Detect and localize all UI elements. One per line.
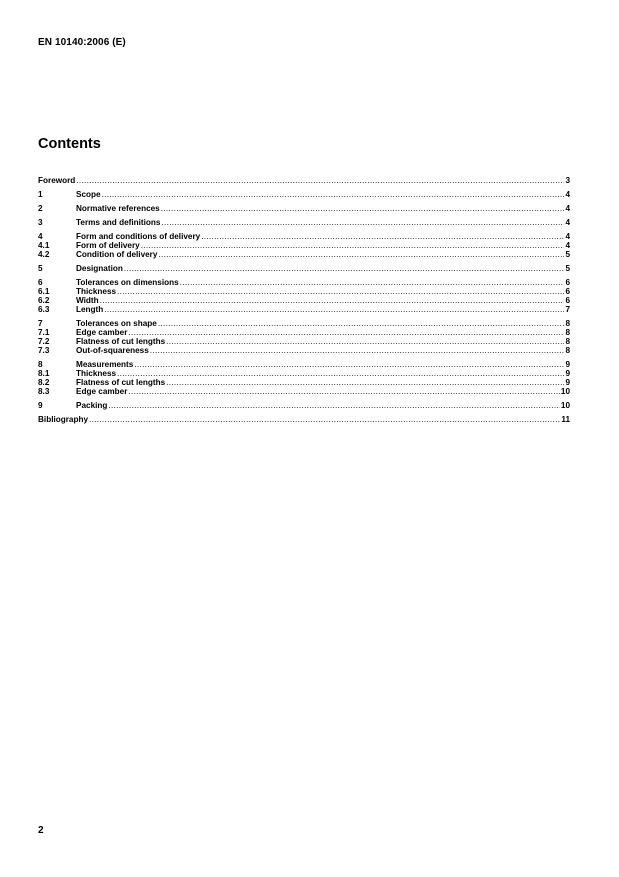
toc-dot-leader bbox=[161, 218, 564, 227]
toc-entry[interactable] bbox=[38, 305, 570, 314]
toc-entry-title: Out-of-squareness bbox=[76, 346, 149, 355]
toc-dot-leader bbox=[100, 296, 565, 305]
toc-entry-title: Flatness of cut lengths bbox=[76, 337, 166, 346]
toc-entry[interactable] bbox=[38, 232, 570, 241]
toc-entry[interactable] bbox=[38, 204, 570, 213]
toc-entry[interactable] bbox=[38, 278, 570, 287]
toc-entry-page: 3 bbox=[565, 176, 570, 185]
toc-entry[interactable] bbox=[38, 346, 570, 355]
toc-dot-leader bbox=[166, 337, 564, 346]
toc-entry[interactable] bbox=[38, 296, 570, 305]
toc-entry-number: 8.1 bbox=[38, 369, 50, 378]
toc-entry[interactable] bbox=[38, 241, 570, 250]
toc-entry-page: 6 bbox=[565, 287, 570, 296]
toc-entry-number: 7.2 bbox=[38, 337, 50, 346]
toc-entry[interactable] bbox=[38, 264, 570, 273]
toc-entry[interactable] bbox=[38, 287, 570, 296]
toc-entry-page: 8 bbox=[565, 337, 570, 346]
toc-entry-title: Flatness of cut lengths bbox=[76, 378, 166, 387]
toc-entry-title: Condition of delivery bbox=[76, 250, 158, 259]
toc-entry-title: Packing bbox=[76, 401, 108, 410]
toc-entry-number: 4.1 bbox=[38, 241, 50, 250]
contents-title: Contents bbox=[38, 136, 101, 152]
toc-entry-title: Form of delivery bbox=[76, 241, 140, 250]
toc-entry-title: Form and conditions of delivery bbox=[76, 232, 201, 241]
toc-dot-leader bbox=[158, 319, 565, 328]
toc-entry-title: Scope bbox=[76, 190, 101, 199]
toc-group bbox=[38, 264, 570, 273]
toc-entry-page: 9 bbox=[565, 360, 570, 369]
toc-group bbox=[38, 204, 570, 213]
toc-entry[interactable] bbox=[38, 218, 570, 227]
toc-entry-title: Tolerances on shape bbox=[76, 319, 157, 328]
toc-dot-leader bbox=[108, 401, 559, 410]
toc-entry-page: 8 bbox=[565, 319, 570, 328]
toc-dot-leader bbox=[180, 278, 565, 287]
toc-entry-title: Bibliography bbox=[38, 415, 89, 424]
toc-dot-leader bbox=[124, 264, 565, 273]
toc-dot-leader bbox=[102, 190, 565, 199]
toc-entry-page: 6 bbox=[565, 278, 570, 287]
toc-group bbox=[38, 232, 570, 259]
toc-group bbox=[38, 360, 570, 396]
toc-entry-title: Measurements bbox=[76, 360, 134, 369]
toc-group bbox=[38, 190, 570, 199]
toc-dot-leader bbox=[166, 378, 564, 387]
toc-entry-title: Terms and definitions bbox=[76, 218, 161, 227]
toc-entry-title: Normative references bbox=[76, 204, 160, 213]
toc-entry-title: Designation bbox=[76, 264, 123, 273]
toc-entry-page: 9 bbox=[565, 369, 570, 378]
toc-entry-number: 8 bbox=[38, 360, 43, 369]
toc-group bbox=[38, 415, 570, 424]
toc-group bbox=[38, 319, 570, 355]
toc-entry[interactable] bbox=[38, 387, 570, 396]
toc-entry-number: 7 bbox=[38, 319, 43, 328]
toc-entry-number: 8.3 bbox=[38, 387, 50, 396]
toc-dot-leader bbox=[76, 176, 564, 185]
toc-entry-number: 4.2 bbox=[38, 250, 50, 259]
toc-dot-leader bbox=[201, 232, 564, 241]
toc-group bbox=[38, 218, 570, 227]
toc-entry[interactable] bbox=[38, 176, 570, 185]
toc-dot-leader bbox=[128, 328, 564, 337]
toc-entry-page: 6 bbox=[565, 296, 570, 305]
toc-entry[interactable] bbox=[38, 190, 570, 199]
toc-entry-number: 6.3 bbox=[38, 305, 50, 314]
toc-dot-leader bbox=[158, 250, 564, 259]
toc-entry-number: 7.1 bbox=[38, 328, 50, 337]
toc-entry-page: 5 bbox=[565, 264, 570, 273]
toc-entry-number: 2 bbox=[38, 204, 43, 213]
toc-entry-title: Length bbox=[76, 305, 104, 314]
toc-dot-leader bbox=[141, 241, 565, 250]
toc-dot-leader bbox=[89, 415, 560, 424]
toc-entry-page: 7 bbox=[565, 305, 570, 314]
toc-entry[interactable] bbox=[38, 337, 570, 346]
toc-entry-number: 4 bbox=[38, 232, 43, 241]
toc-entry-number: 6 bbox=[38, 278, 43, 287]
toc-dot-leader bbox=[150, 346, 565, 355]
toc-entry-page: 5 bbox=[565, 250, 570, 259]
table-of-contents bbox=[38, 176, 570, 429]
toc-entry-title: Tolerances on dimensions bbox=[76, 278, 179, 287]
toc-entry-number: 8.2 bbox=[38, 378, 50, 387]
toc-entry-page: 8 bbox=[565, 346, 570, 355]
toc-entry-title: Edge camber bbox=[76, 328, 128, 337]
toc-entry[interactable] bbox=[38, 378, 570, 387]
toc-entry-page: 4 bbox=[565, 218, 570, 227]
toc-entry-title: Edge camber bbox=[76, 387, 128, 396]
toc-entry-page: 11 bbox=[561, 415, 570, 424]
toc-entry-page: 4 bbox=[565, 190, 570, 199]
toc-entry-page: 10 bbox=[560, 387, 570, 396]
toc-entry-number: 3 bbox=[38, 218, 43, 227]
toc-entry[interactable] bbox=[38, 250, 570, 259]
toc-entry-page: 9 bbox=[565, 378, 570, 387]
document-id-header: EN 10140:2006 (E) bbox=[38, 37, 126, 48]
toc-entry-number: 6.1 bbox=[38, 287, 50, 296]
toc-entry-page: 10 bbox=[560, 401, 570, 410]
toc-group bbox=[38, 176, 570, 185]
toc-entry[interactable] bbox=[38, 328, 570, 337]
page-number: 2 bbox=[38, 825, 44, 836]
toc-dot-leader bbox=[117, 369, 564, 378]
toc-entry-title: Thickness bbox=[76, 369, 117, 378]
toc-entry[interactable] bbox=[38, 369, 570, 378]
toc-entry-number: 5 bbox=[38, 264, 43, 273]
toc-entry-page: 8 bbox=[565, 328, 570, 337]
toc-entry-number: 7.3 bbox=[38, 346, 50, 355]
toc-entry-page: 4 bbox=[565, 204, 570, 213]
toc-entry[interactable] bbox=[38, 415, 570, 424]
toc-group bbox=[38, 401, 570, 410]
toc-entry-title: Foreword bbox=[38, 176, 76, 185]
toc-entry-page: 4 bbox=[565, 232, 570, 241]
toc-entry-page: 4 bbox=[565, 241, 570, 250]
toc-entry-number: 9 bbox=[38, 401, 43, 410]
toc-entry-number: 6.2 bbox=[38, 296, 50, 305]
toc-entry-title: Width bbox=[76, 296, 99, 305]
toc-entry[interactable] bbox=[38, 401, 570, 410]
toc-group bbox=[38, 278, 570, 314]
toc-dot-leader bbox=[161, 204, 565, 213]
toc-entry-number: 1 bbox=[38, 190, 43, 199]
toc-dot-leader bbox=[117, 287, 564, 296]
toc-dot-leader bbox=[104, 305, 564, 314]
toc-entry[interactable] bbox=[38, 360, 570, 369]
toc-dot-leader bbox=[128, 387, 559, 396]
toc-entry-title: Thickness bbox=[76, 287, 117, 296]
toc-entry[interactable] bbox=[38, 319, 570, 328]
toc-dot-leader bbox=[134, 360, 564, 369]
